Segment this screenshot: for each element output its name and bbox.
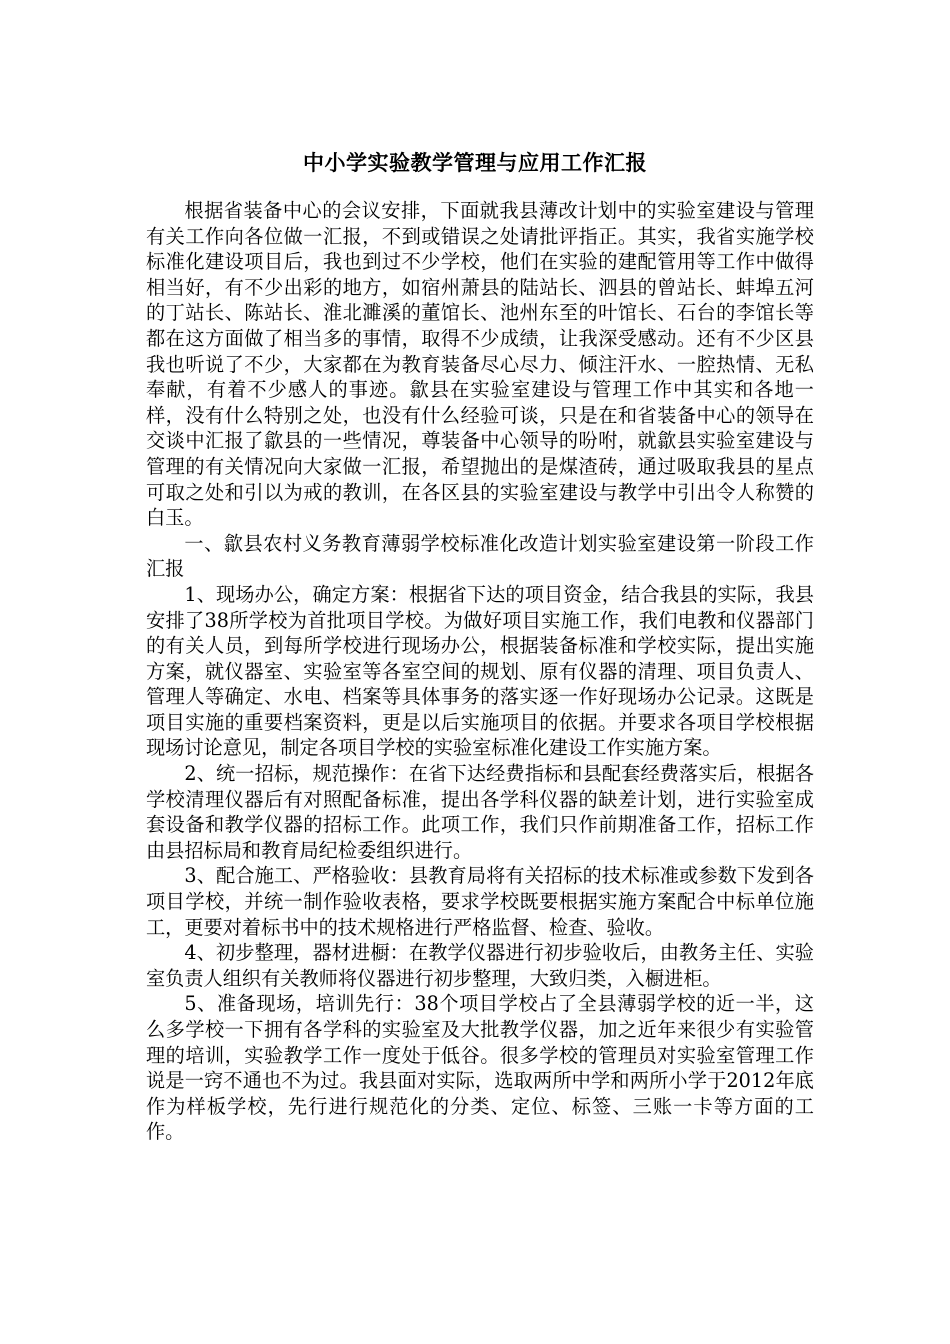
document-title: 中小学实验教学管理与应用工作汇报 [303, 151, 647, 175]
paragraph-intro: 根据省装备中心的会议安排，下面就我县薄改计划中的实验室建设与管理有关工作向各位做一汇报，不到或错误之处请批评指正。其实，我省实施学校标准化建设项目后，我也到过不少学校，他们在实验的建配管用等工作中做得相当好，有不少出彩的地方，如宿州萧县的陆站长、泗县的曾站长、蚌埠五河的丁站长、陈站长、淮北濉溪的董馆长、池州东至的叶馆长、石台的李馆长等都在这方面做了相当多的事情，取得不少成绩，让我深受感动。还有不少区县我也听说了不少，大家都在为教育装备尽心尽力、倾注汗水、一腔热情、无私奉献，有着不少感人的事迹。歙县在实验室建设与管理工作中其实和各地一样，没有什么特别之处，也没有什么经验可谈，只是在和省装备中心的领导在交谈中汇报了歙县的一些情况，尊装备中心领导的吩咐，就歙县实验室建设与管理的有关情况向大家做一汇报，希望抛出的是煤渣砖，通过吸取我县的星点可取之处和引以为戒的教训，在各区县的实验室建设与教学中引出令人称赞的白玉。 [146, 199, 814, 530]
section-heading-1: 一、歙县农村义务教育薄弱学校标准化改造计划实验室建设第一阶段工作汇报 [146, 531, 814, 581]
paragraph-item-3: 3、配合施工、严格验收：县教育局将有关招标的技术标准或参数下发到各项目学校，并统一制作验收表格，要求学校既要根据实施方案配合中标单位施工，更要对着标书中的技术规格进行严格监督、检查、验收。 [146, 864, 814, 939]
document-body [146, 198, 814, 1145]
paragraph-item-5: 5、准备现场，培训先行：38个项目学校占了全县薄弱学校的近一半，这么多学校一下拥有各学科的实验室及大批教学仪器，加之近年来很少有实验管理的培训，实验教学工作一度处于低谷。很多学校的管理员对实验室管理工作说是一窍不通也不为过。我县面对实际，选取两所中学和两所小学于2012年底作为样板学校，先行进行规范化的分类、定位、标签、三账一卡等方面的工作。 [146, 992, 814, 1144]
paragraph-item-4: 4、初步整理，器材进橱：在教学仪器进行初步验收后，由教务主任、实验室负责人组织有关教师将仪器进行初步整理，大致归类，入橱进柜。 [146, 941, 814, 990]
paragraph-item-1: 1、现场办公，确定方案：根据省下达的项目资金，结合我县的实际，我县安排了38所学校为首批项目学校。为做好项目实施工作，我们电教和仪器部门的有关人员，到每所学校进行现场办公，根据装备标准和学校实际，提出实施方案，就仪器室、实验室等各室空间的规划、原有仪器的清理、项目负责人、管理人等确定、水电、档案等具体事务的落实逐一作好现场办公记录。这既是项目实施的重要档案资料，更是以后实施项目的依据。并要求各项目学校根据现场讨论意见，制定各项目学校的实验室标准化建设工作实施方案。 [146, 582, 814, 760]
paragraph-item-2: 2、统一招标，规范操作：在省下达经费指标和县配套经费落实后，根据各学校清理仪器后有对照配备标准，提出各学科仪器的缺差计划，进行实验室成套设备和教学仪器的招标工作。此项工作，我们只作前期准备工作，招标工作由县招标局和教育局纪检委组织进行。 [146, 762, 814, 862]
